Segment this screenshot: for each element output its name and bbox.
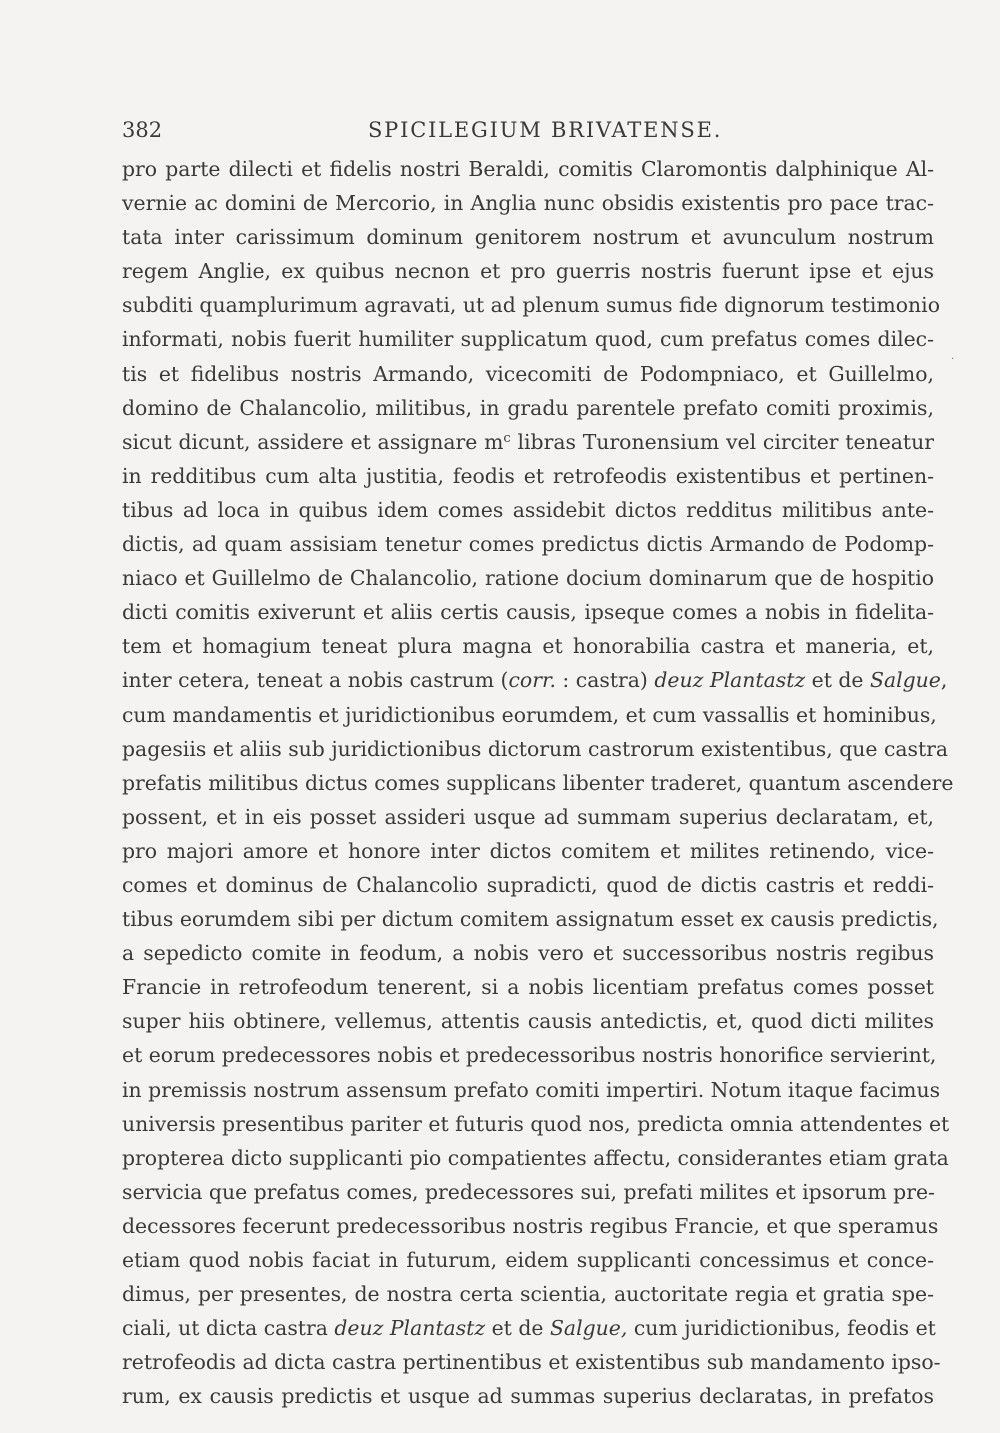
text-line: comes et dominus de Chalancolio supradicti, quod de dictis castris et reddi-: [122, 872, 934, 897]
text-line: in redditibus cum alta justitia, feodis et retrofeodis existentibus et pertinen-: [122, 463, 934, 488]
text-line: sicut dicunt, assidere et assignare $m^c$ libras Turonensium vel circiter teneatur: [122, 429, 934, 454]
text-line: tis et fidelibus nostris Armando, vicecomiti de Podompniaco, et Guillelmo,: [122, 361, 934, 386]
text-line: vernie ac domini de Mercorio, in Anglia nunc obsidis existentis pro pace trac-: [122, 191, 934, 216]
text-line: dicti comitis exiverunt et aliis certis causis, ipseque comes a nobis in fidelita-: [122, 600, 934, 625]
text-line: tibus eorumdem sibi per dictum comitem assignatum esset ex causis predictis,: [122, 907, 939, 932]
text-line: rum, ex causis predictis et usque ad summas superius declaratas, in prefatos: [122, 1384, 934, 1409]
text-line: possent, et in eis posset assideri usque ad summam superius declaratam, et,: [122, 804, 934, 829]
text-line: tata inter carissimum dominum genitorem nostrum et avunculum nostrum: [122, 225, 934, 250]
text-line: et eorum predecessores nobis et predecessoribus nostris honorifice servierint,: [122, 1043, 937, 1068]
text-line: dimus, per presentes, de nostra certa scientia, auctoritate regia et gratia spe-: [122, 1282, 934, 1307]
running-title: SPICILEGIUM BRIVATENSE.: [368, 118, 723, 142]
text-line: niaco et Guillelmo de Chalancolio, ratione docium dominarum que de hospitio: [122, 566, 934, 591]
text-line: informati, nobis fuerit humiliter supplicatum quod, cum prefatus comes dilec-: [122, 327, 934, 352]
text-line: tem et homagium teneat plura magna et honorabilia castra et maneria, et,: [122, 634, 934, 659]
text-line: propterea dicto supplicanti pio compatientes affectu, considerantes etiam grata: [122, 1145, 949, 1170]
text-line: in premissis nostrum assensum prefato comiti impertiri. Notum itaque facimus: [122, 1077, 941, 1102]
text-line: inter cetera, teneat a nobis castrum (corr. : castra) deuz Plantastz et de Salgue,: [122, 668, 948, 693]
text-line: subditi quamplurimum agravati, ut ad plenum sumus fide dignorum testimonio: [122, 293, 940, 318]
text-line: pro majori amore et honore inter dictos comitem et milites retinendo, vice-: [122, 838, 934, 863]
text-line: etiam quod nobis faciat in futurum, eidem supplicanti concessimus et conce-: [122, 1248, 934, 1272]
text-line: regem Anglie, ex quibus necnon et pro guerris nostris fuerunt ipse et ejus: [122, 259, 934, 284]
text-line: ciali, ut dicta castra deuz Plantastz et de Salgue, cum juridictionibus, feodis et: [122, 1316, 936, 1341]
text-line: universis presentibus pariter et futuris quod nos, predicta omnia attendentes et: [122, 1111, 950, 1136]
text-line: retrofeodis ad dicta castra pertinentibus et existentibus sub mandamento ipso-: [122, 1350, 941, 1375]
page-number: 382: [122, 118, 163, 142]
text-line: pro parte dilecti et fidelis nostri Beraldi, comitis Claromontis dalphinique Al-: [122, 157, 934, 181]
running-head: [122, 118, 934, 148]
text-line: prefatis militibus dictus comes supplicans libenter traderet, quantum ascendere: [122, 770, 954, 795]
text-line: domino de Chalancolio, militibus, in gradu parentele prefato comiti proximis,: [122, 395, 934, 420]
text-line: tibus ad loca in quibus idem comes assidebit dictos redditus militibus ante-: [122, 497, 934, 522]
text-line: pagesiis et aliis sub juridictionibus dictorum castrorum existentibus, que castra: [122, 736, 949, 761]
text-line: super hiis obtinere, vellemus, attentis causis antedictis, et, quod dicti milites: [122, 1009, 934, 1034]
text-line: dictis, ad quam assisiam tenetur comes predictus dictis Armando de Podomp-: [122, 532, 934, 557]
text-line: a sepedicto comite in feodum, a nobis vero et successoribus nostris regibus: [122, 941, 934, 966]
text-line: decessores fecerunt predecessoribus nostris regibus Francie, et que speramus: [122, 1213, 939, 1238]
text-line: servicia que prefatus comes, predecessores sui, prefati milites et ipsorum pre-: [122, 1179, 935, 1204]
text-line: cum mandamentis et juridictionibus eorumdem, et cum vassallis et hominibus,: [122, 702, 937, 727]
text-line: Francie in retrofeodum tenerent, si a nobis licentiam prefatus comes posset: [122, 975, 934, 1000]
body-text: [122, 152, 954, 1413]
margin-dot: ·: [951, 354, 955, 365]
